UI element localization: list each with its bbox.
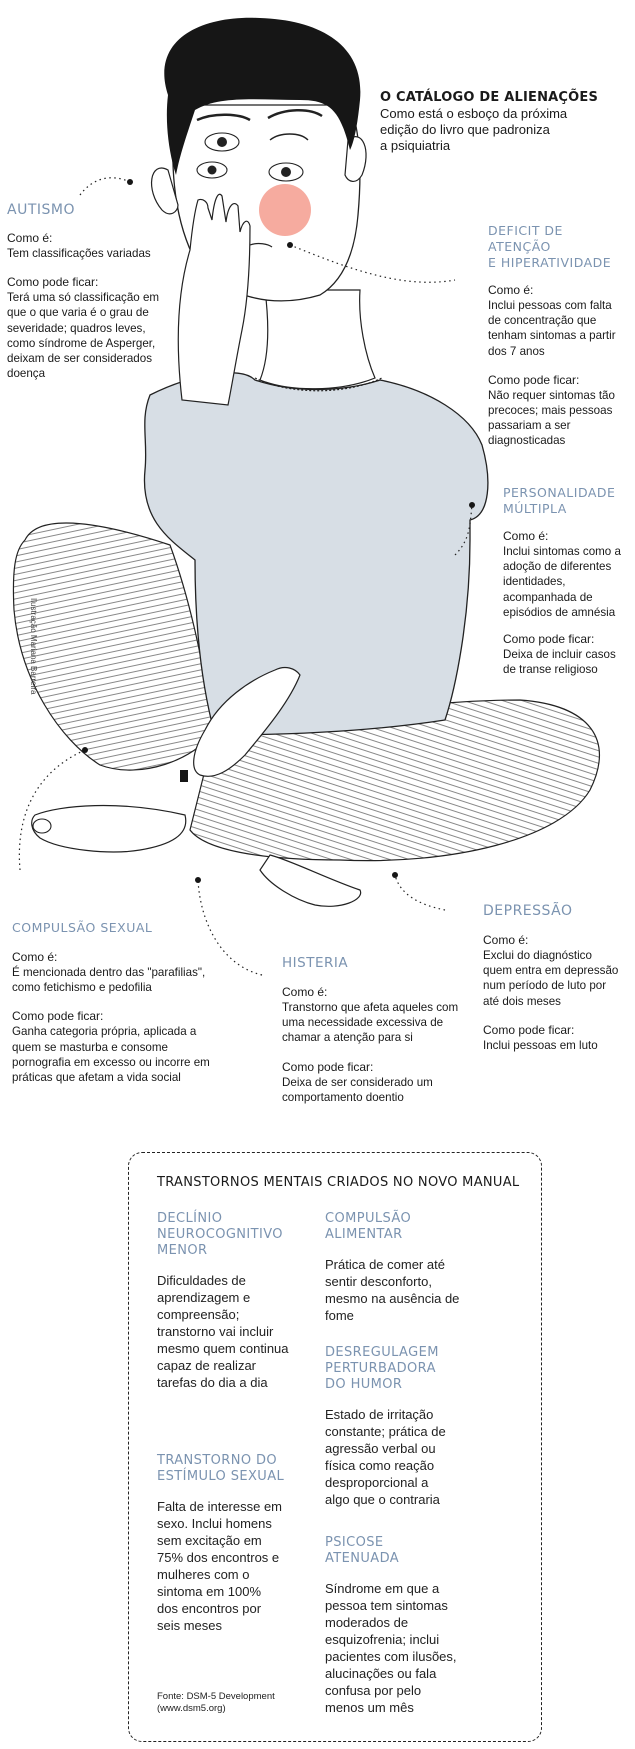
text-line: precoces; mais pessoas [488, 404, 613, 418]
text-line: sexo. Inclui homens [157, 1516, 272, 1531]
text-line: Falta de interesse em [157, 1499, 283, 1514]
text-line: moderados de [325, 1615, 409, 1630]
text-line: dos 7 anos [488, 344, 545, 358]
text-line: acompanhada de [503, 590, 593, 604]
text-line: pornografia em excesso ou incorre em [12, 1055, 210, 1069]
text-line: Inclui sintomas como a [503, 545, 621, 558]
text-line: comportamento doentio [282, 1090, 404, 1104]
text-line: capaz de realizar [157, 1358, 256, 1373]
text-line: constante; prática de [325, 1424, 446, 1439]
text-line: menos um mês [325, 1700, 414, 1715]
como-e-label: Como é: [483, 933, 529, 947]
text-line: como fetichismo e pedofilia [12, 981, 152, 995]
text-line: Estado de irritação [325, 1407, 434, 1422]
como-pode-ficar-label: Como pode ficar: [282, 1059, 374, 1074]
text-line: identidades, [503, 575, 566, 589]
text-line: seis meses [157, 1618, 223, 1633]
text-line: até dois meses [483, 994, 561, 1008]
text-line: de transe religioso [503, 663, 598, 677]
como-e-label: Como é: [282, 985, 328, 999]
text-line: quem entra em depressão [483, 964, 619, 978]
como-e-label: Como é: [488, 283, 534, 297]
subtitle-line: Como está o esboço da próxima [380, 106, 568, 121]
source-line: (www.dsm5.org) [157, 1703, 226, 1714]
compulsao-sexual-block [12, 920, 237, 1085]
text-line: Deixa de incluir casos [503, 648, 616, 662]
text-line: compreensão; [157, 1307, 240, 1322]
como-e-label: Como é: [7, 231, 53, 245]
personalidade-title: MÚLTIPLA [503, 501, 567, 516]
illustration-credit: Ilustração Mariana Barreira [29, 598, 38, 695]
box-item-title: MENOR [157, 1243, 208, 1258]
personalidade-block [503, 485, 633, 677]
text-line: tarefas do dia a dia [157, 1375, 268, 1390]
text-line: agressão verbal ou [325, 1441, 436, 1456]
autismo-title: AUTISMO [7, 202, 75, 218]
source-line: Fonte: DSM-5 Development [157, 1691, 275, 1702]
text-line: doença [7, 367, 46, 381]
histeria-title: HISTERIA [282, 955, 349, 971]
histeria-block [282, 955, 477, 1105]
como-pode-ficar-label: Como pode ficar: [12, 1009, 104, 1024]
box-item-title: DO HUMOR [325, 1377, 403, 1392]
text-line: deixam de ser considerados [7, 352, 153, 366]
box-item-title: ALIMENTAR [325, 1227, 403, 1242]
text-line: transtorno vai incluir [157, 1324, 274, 1339]
source-note [157, 1691, 275, 1715]
text-line: sem excitação em [157, 1533, 262, 1548]
text-line: Ganha categoria própria, aplicada a [12, 1025, 197, 1039]
como-pode-ficar-label: Como pode ficar: [483, 1022, 575, 1037]
text-line: mesmo quem continua [157, 1341, 289, 1356]
como-pode-ficar-label: Como pode ficar: [488, 372, 580, 387]
box-item-title: ESTÍMULO SEXUAL [157, 1469, 285, 1484]
text-line: sentir desconforto, [325, 1274, 432, 1289]
text-line: num período de luto por [483, 979, 607, 993]
box-item [157, 1453, 307, 1634]
text-line: como síndrome de Asperger, [7, 336, 156, 350]
text-line: desproporcional a [325, 1475, 429, 1490]
text-line: pacientes com ilusões, [325, 1649, 457, 1664]
right-foot [260, 855, 361, 906]
text-line: Não requer sintomas tão [488, 388, 615, 402]
text-line: episódios de amnésia [503, 605, 616, 619]
text-line: Inclui pessoas em luto [483, 1038, 598, 1052]
text-line: algo que o contraria [325, 1492, 440, 1507]
text-line: de concentração que [488, 314, 597, 328]
compulsao-sexual-title: COMPULSÃO SEXUAL [12, 920, 153, 935]
box-item-title: ATENUADA [325, 1551, 400, 1566]
new-disorders-box [128, 1152, 542, 1742]
autismo-block [7, 202, 197, 381]
page-header [380, 90, 598, 154]
text-line: física como reação [325, 1458, 435, 1473]
box-item [325, 1535, 525, 1716]
text-line: aprendizagem e [157, 1290, 251, 1305]
como-e-label: Como é: [12, 950, 58, 964]
text-line: Síndrome em que a [325, 1581, 440, 1596]
text-line: pessoa tem sintomas [325, 1598, 448, 1613]
box-item [325, 1345, 525, 1508]
text-line: Deixa de ser considerado um [282, 1075, 433, 1089]
box-item-title: PSICOSE [325, 1535, 384, 1550]
subtitle-line: edição do livro que padroniza [380, 122, 550, 137]
text-line: uma necessidade excessiva de [282, 1016, 444, 1030]
box-item-title: COMPULSÃO [325, 1211, 412, 1226]
como-e-label: Como é: [503, 529, 549, 543]
deficit-title: DEFICIT DE ATENÇÃO [488, 223, 563, 254]
text-line: Exclui do diagnóstico [483, 949, 592, 962]
como-pode-ficar-label: Como pode ficar: [7, 275, 99, 290]
text-line: mesmo na ausência de [325, 1291, 460, 1306]
box-item-title: DECLÍNIO [157, 1211, 223, 1226]
text-line: É mencionada dentro das "parafilias", [12, 966, 206, 979]
page-title: O CATÁLOGO DE ALIENAÇÕES [380, 90, 599, 105]
text-line: confusa por pelo [325, 1683, 422, 1698]
box-item-title: TRANSTORNO DO [157, 1453, 278, 1468]
left-leg [13, 523, 215, 770]
ear-right [345, 137, 366, 182]
deficit-title: E HIPERATIVIDADE [488, 255, 612, 270]
text-line: que o que varia é o grau de [7, 306, 149, 320]
text-line: Dificuldades de [157, 1273, 246, 1288]
text-line: Transtorno que afeta aqueles com [282, 1001, 459, 1014]
box-title: TRANSTORNOS MENTAIS CRIADOS NO NOVO MANUAL [157, 1175, 520, 1190]
subtitle-line: a psiquiatria [380, 138, 451, 153]
text-line: Inclui pessoas com falta [488, 299, 612, 312]
box-item [325, 1211, 525, 1324]
box-item-title: PERTURBADORA [325, 1361, 436, 1376]
personalidade-title: PERSONALIDADE [503, 485, 616, 500]
text-line: dos encontros por [157, 1601, 262, 1616]
text-line: quem se masturba e consome [12, 1040, 168, 1054]
text-line: tenham sintomas a partir [488, 329, 616, 343]
depressao-title: DEPRESSÃO [483, 903, 573, 919]
text-line: Prática de comer até [325, 1257, 445, 1272]
text-line: Terá uma só classificação em [7, 291, 160, 305]
text-line: fome [325, 1308, 354, 1323]
left-foot [32, 806, 186, 852]
text-line: chamar a atenção para si [282, 1031, 413, 1045]
text-line: Tem classificações variadas [7, 247, 151, 260]
text-line: sintoma em 100% [157, 1584, 262, 1599]
neck [260, 290, 375, 389]
text-line: esquizofrenia; inclui [325, 1632, 440, 1647]
text-line: adoção de diferentes [503, 560, 612, 574]
text-line: alucinações ou fala [325, 1666, 437, 1681]
text-line: práticas que afetam a vida social [12, 1071, 181, 1085]
depressao-block [483, 903, 631, 1053]
text-line: severidade; quadros leves, [7, 321, 146, 335]
text-line: 75% dos encontros e [157, 1550, 280, 1565]
deficit-block [488, 223, 630, 449]
box-item-title: NEUROCOGNITIVO [157, 1227, 283, 1242]
box-item-title: DESREGULAGEM [325, 1345, 439, 1360]
cheek-blush [259, 184, 311, 236]
text-line: mulheres com o [157, 1567, 250, 1582]
text-line: diagnosticadas [488, 434, 566, 448]
como-pode-ficar-label: Como pode ficar: [503, 632, 595, 647]
box-item [157, 1211, 307, 1391]
text-line: passariam a ser [488, 419, 571, 433]
